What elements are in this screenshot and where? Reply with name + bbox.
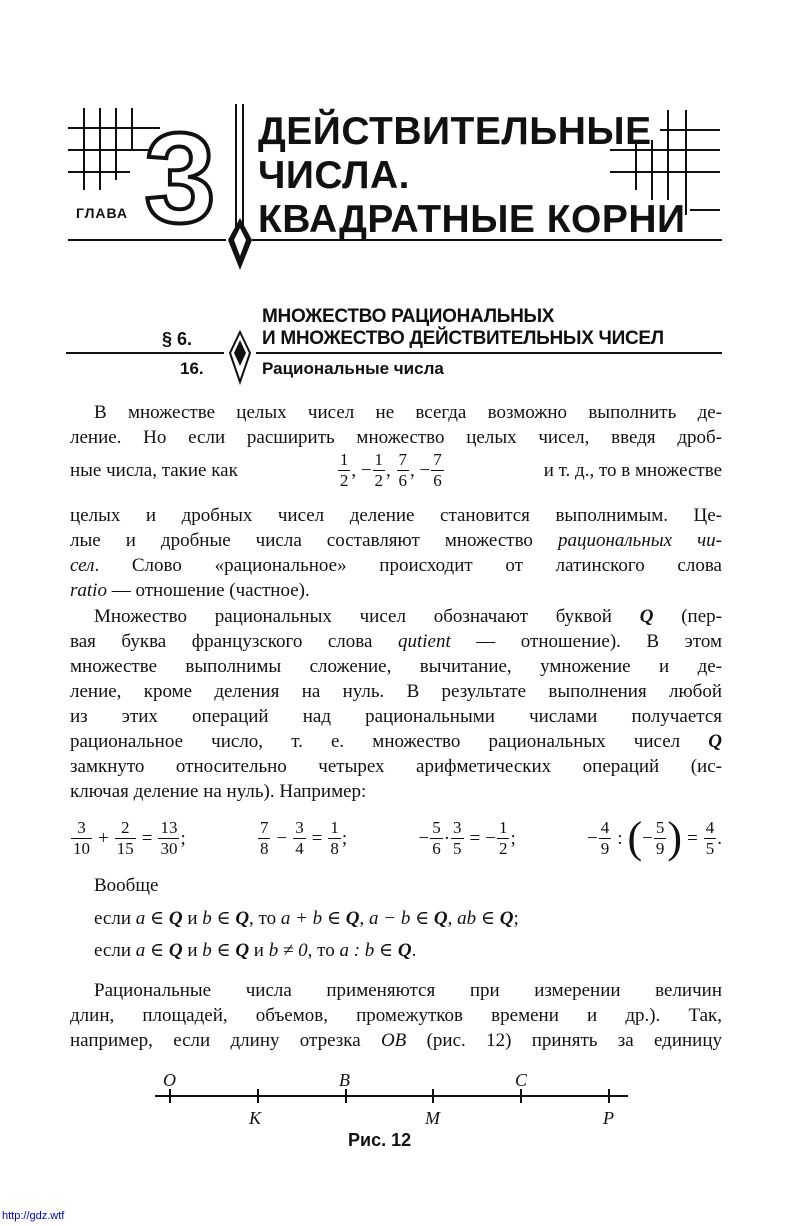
section-title bbox=[262, 306, 664, 350]
text-line: вая буква французского слова qutient — отношение). В этом bbox=[70, 631, 722, 652]
point-label-b: B bbox=[339, 1070, 350, 1090]
svg-text:3: 3 bbox=[144, 107, 216, 234]
number-line-figure bbox=[0, 1060, 789, 1130]
text-line: длин, площадей, объемов, промежутков времени и др.). Так, bbox=[70, 1005, 722, 1026]
text-line: лые и дробные числа составляют множество рациональных чи- bbox=[70, 530, 722, 551]
rule-line-1: если a ∈ Q и b ∈ Q, то a + b ∈ Q, a − b ∈ Q, ab ∈ Q; bbox=[94, 908, 519, 929]
chapter-title-line: ЧИСЛА. bbox=[258, 154, 410, 197]
text-line: В множестве целых чисел не всегда возможно выполнить де- bbox=[94, 402, 722, 423]
examples-row bbox=[70, 810, 722, 866]
example-4: − $\frac{4}{9}$ : ( − $\frac{5}{9}$ ) = $\frac{4}{5}$ . bbox=[587, 813, 722, 862]
rule-line-2: если a ∈ Q и b ∈ Q и b ≠ 0, то a : b ∈ Q. bbox=[94, 940, 417, 961]
chapter-label: ГЛАВА bbox=[76, 205, 129, 221]
text-line: Вообще bbox=[94, 875, 159, 896]
point-label-m: M bbox=[425, 1108, 440, 1128]
text-line: ключая деление на нуль). Например: bbox=[70, 781, 367, 802]
section-title-line: И МНОЖЕСТВО ДЕЙСТВИТЕЛЬНЫХ ЧИСЕЛ bbox=[262, 328, 664, 349]
subsection-title: Рациональные числа bbox=[262, 359, 444, 378]
point-label-o: O bbox=[163, 1070, 176, 1090]
text-line-fractions bbox=[70, 444, 722, 496]
fraction-list: $\frac{1}{2}$ , − $\frac{1}{2}$ , $\frac{7}{6}$ , − $\frac{7}{6}$ bbox=[339, 449, 442, 490]
fraction: $\frac{1}{2}$ bbox=[374, 449, 384, 490]
text-line: множестве выполнимы сложение, вычитание, умножение и де- bbox=[70, 656, 722, 677]
section-number: § 6. bbox=[162, 329, 193, 349]
text-line: сел. Слово «рациональное» происходит от латинского слова bbox=[70, 555, 722, 576]
subsection-number: 16. bbox=[180, 359, 204, 378]
fraction: $\frac{7}{6}$ bbox=[433, 449, 442, 490]
text-line: рациональное число, т. е. множество рациональных чисел Q bbox=[70, 731, 722, 752]
text-line: Множество рациональных чисел обозначают буквой Q (пер- bbox=[94, 606, 722, 627]
chapter-title-line: ДЕЙСТВИТЕЛЬНЫЕ bbox=[258, 110, 652, 153]
fraction: $\frac{1}{2}$ bbox=[339, 449, 349, 490]
text-fragment: ные числа, такие как bbox=[70, 459, 238, 481]
point-label-c: C bbox=[515, 1070, 528, 1090]
text-line: из этих операций над рациональными числами получается bbox=[70, 706, 722, 727]
fraction: $\frac{7}{6}$ bbox=[398, 449, 408, 490]
text-line: например, если длину отрезка OB (рис. 12) принять за единицу bbox=[70, 1030, 722, 1051]
text-line: ление, кроме деления на нуль. В результате выполнения любой bbox=[70, 681, 722, 702]
point-label-p: P bbox=[603, 1108, 614, 1128]
chapter-number bbox=[140, 104, 220, 234]
point-label-k: K bbox=[249, 1108, 262, 1128]
figure-caption: Рис. 12 bbox=[348, 1130, 412, 1150]
example-1: $\frac{3}{10}$ + $\frac{2}{15}$ = $\frac{13}{30}$ ; bbox=[73, 817, 186, 858]
chapter-title bbox=[258, 110, 686, 242]
example-3: − $\frac{5}{6}$ · $\frac{3}{5}$ = − $\frac{1}{2}$ ; bbox=[418, 817, 516, 858]
source-url: http://gdz.wtf bbox=[2, 1210, 65, 1222]
text-line: Рациональные числа применяются при измерении величин bbox=[94, 980, 722, 1001]
text-line: целых и дробных чисел деление становится выполнимым. Це- bbox=[70, 505, 722, 526]
chapter-title-line: КВАДРАТНЫЕ КОРНИ bbox=[258, 198, 686, 241]
text-line: ление. Но если расширить множество целых чисел, введя дроб- bbox=[70, 427, 722, 448]
section-title-line: МНОЖЕСТВО РАЦИОНАЛЬНЫХ bbox=[262, 306, 555, 327]
text-line: замкнуто относительно четырех арифметических операций (ис- bbox=[70, 756, 722, 777]
text-line: ratio — отношение (частное). bbox=[70, 580, 310, 601]
example-2: $\frac{7}{8}$ − $\frac{3}{4}$ = $\frac{1}{8}$ ; bbox=[259, 817, 348, 858]
text-fragment: и т. д., то в множестве bbox=[543, 459, 722, 481]
